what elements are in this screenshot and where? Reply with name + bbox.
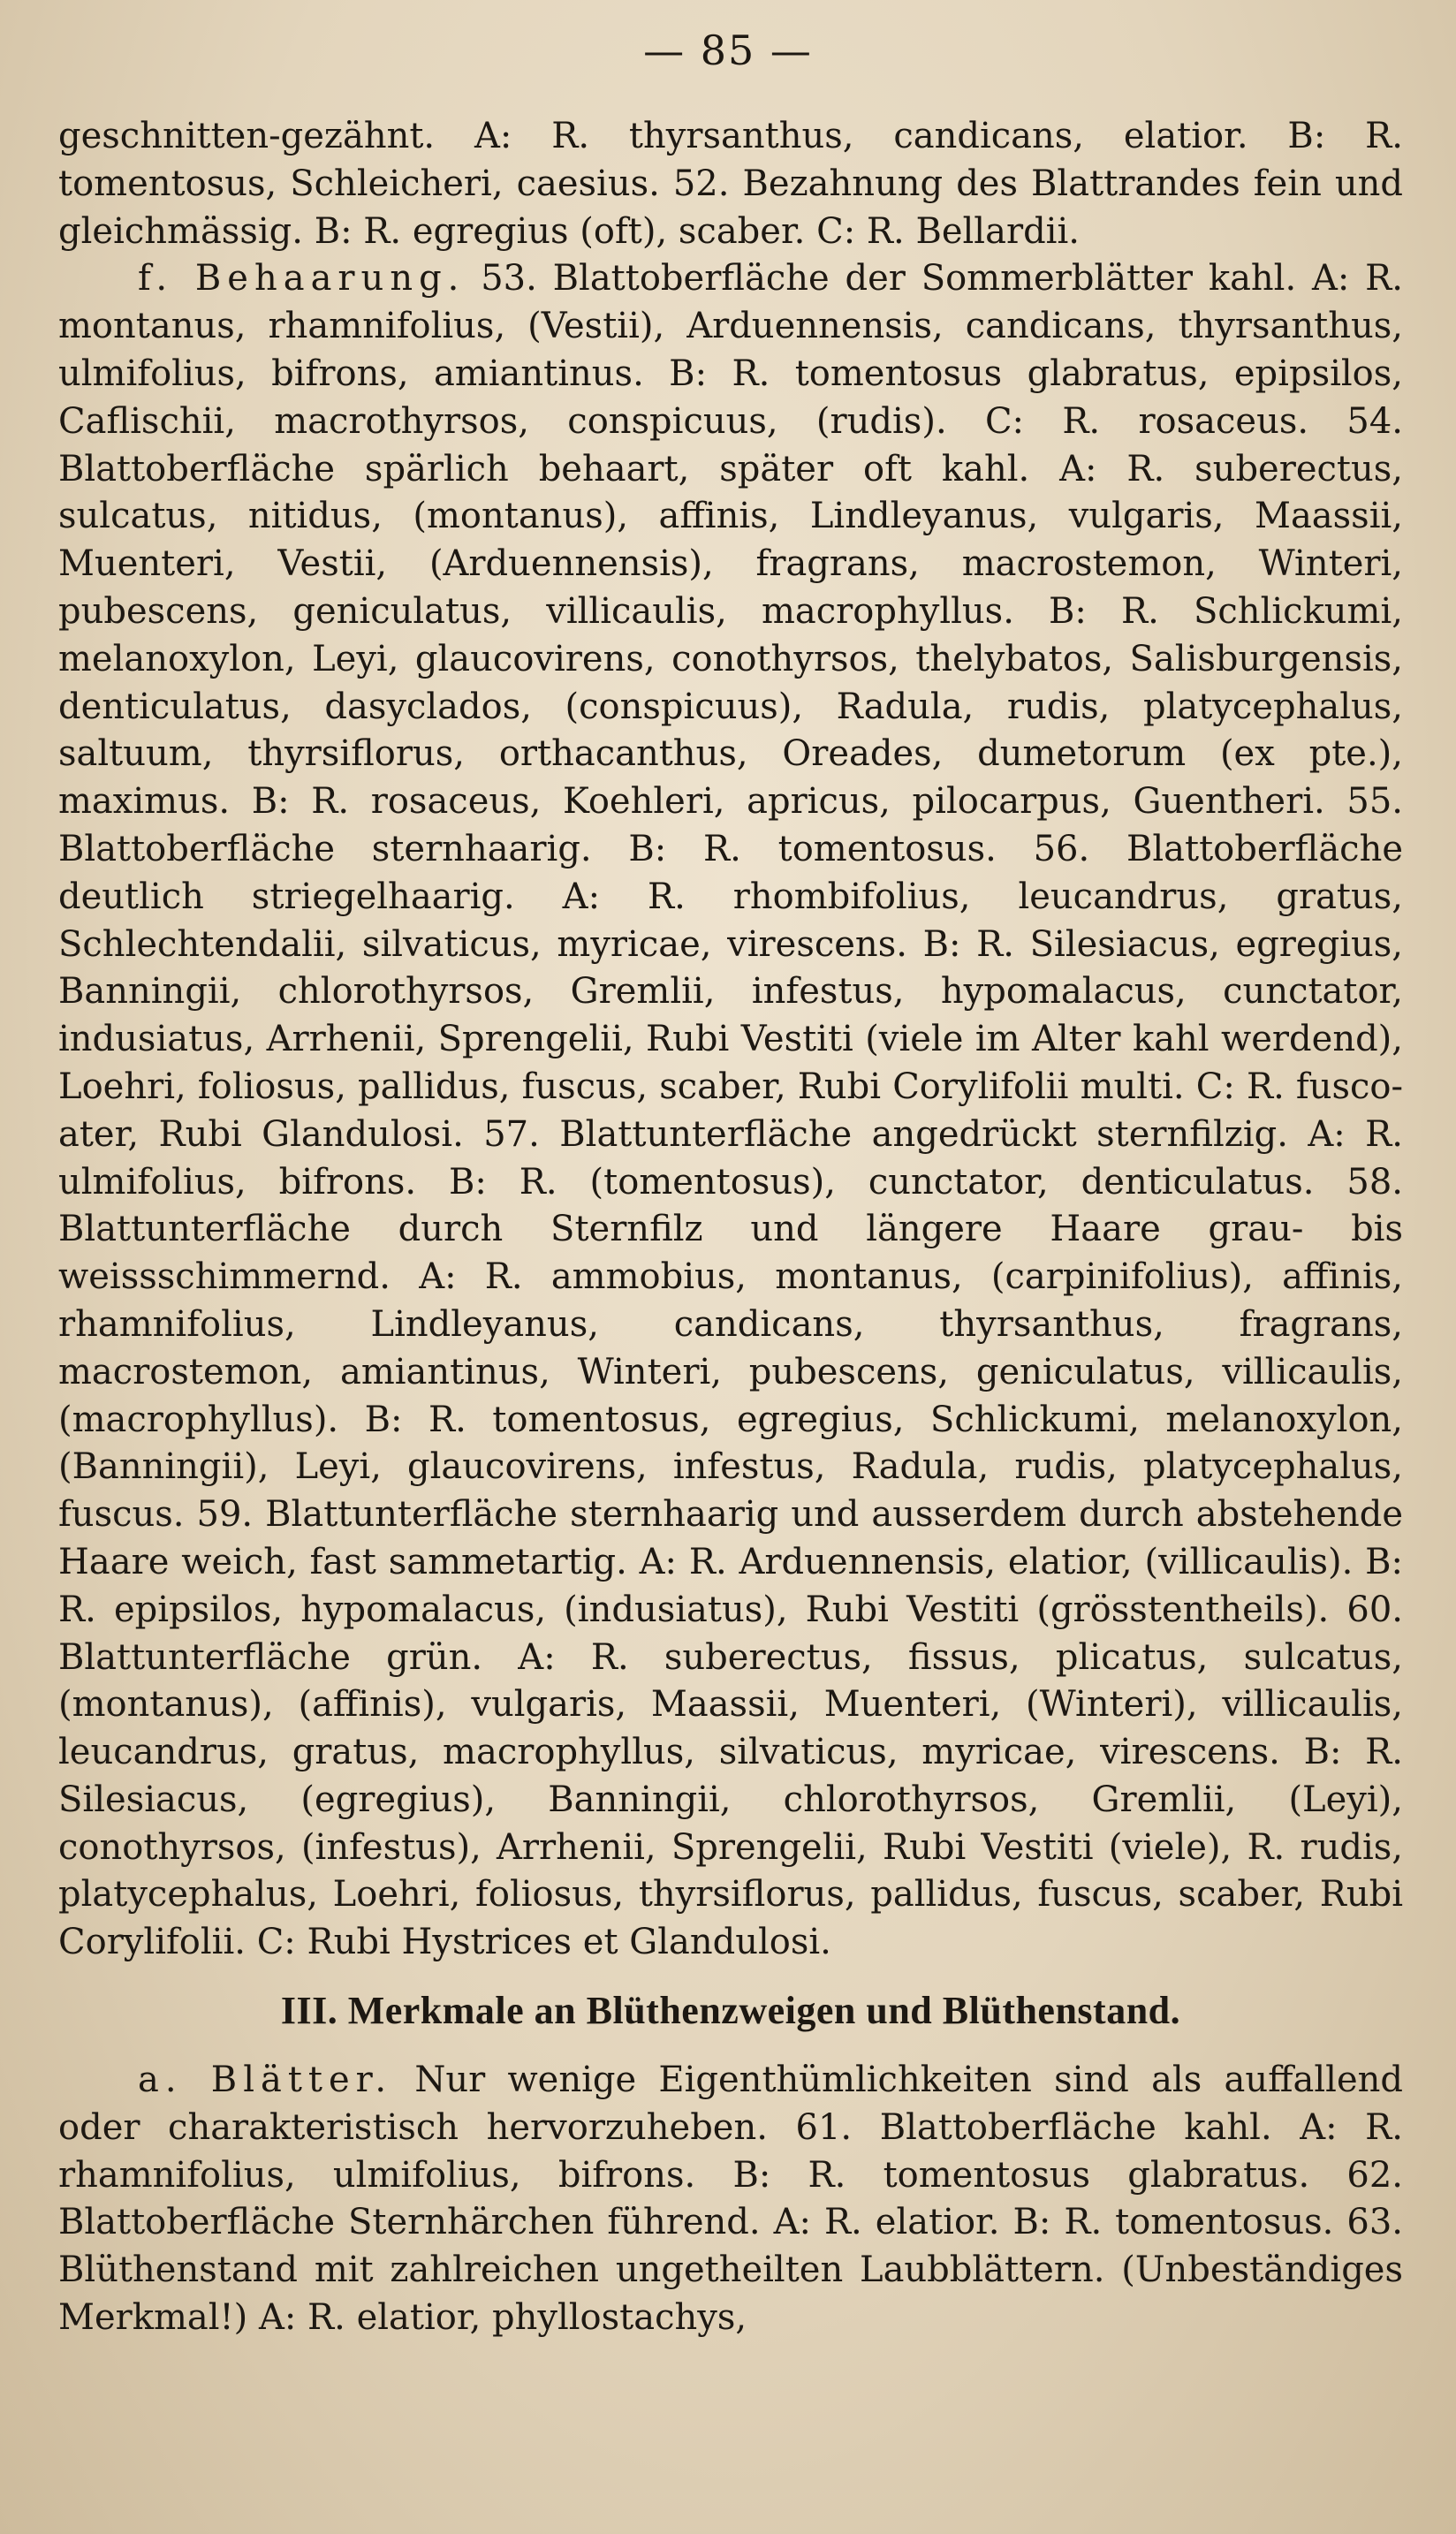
paragraph-behaarung	[58, 255, 1403, 1967]
paragraph-behaarung-text: 53. Blattoberfläche der Sommerblätter kahl. A: R. montanus, rhamnifolius, (Vestii), Arduennensis, candicans, thyrsanthus, ulmifolius, bifrons, amiantinus. B: R. tomentosus glabratus, epipsilos, Caflischii, macrothyrsos, conspicuus, (rudis). C: R. rosaceus. 54. Blattoberfläche spärlich behaart, später oft kahl. A: R. suberectus, sulcatus, nitidus, (montanus), affinis, Lindleyanus, vulgaris, Maassii, Muenteri, Vestii, (Arduennensis), fragrans, macrostemon, Winteri, pubescens, geniculatus, villicaulis, macrophyllus. B: R. Schlickumi, melanoxylon, Leyi, glaucovirens, conothyrsos, thelybatos, Salisburgensis, denticulatus, dasyclados, (conspicuus), Radula, rudis, platycephalus, saltuum, thyrsiflorus, orthacanthus, Oreades, dumetorum (ex pte.), maximus. B: R. rosaceus, Koehleri, apricus, pilocarpus, Guentheri. 55. Blattoberfläche sternhaarig. B: R. tomentosus. 56. Blattoberfläche deutlich striegelhaarig. A: R. rhombifolius, leucandrus, gratus, Schlechtendalii, silvaticus, myricae, virescens. B: R. Silesiacus, egregius, Banningii, chlorothyrsos, Gremlii, infestus, hypomalacus, cunctator, indusiatus, Arrhenii, Sprengelii, Rubi Vestiti (viele im Alter kahl werdend), Loehri, foliosus, pallidus, fuscus, scaber, Rubi Corylifolii multi. C: R. fusco-ater, Rubi Glandulosi. 57. Blattunterfläche angedrückt sternfilzig. A: R. ulmifolius, bifrons. B: R. (tomentosus), cunctator, denticulatus. 58. Blattunterfläche durch Sternfilz und längere Haare grau- bis weissschimmernd. A: R. ammobius, montanus, (carpinifolius), affinis, rhamnifolius, Lindleyanus, candicans, thyrsanthus, fragrans, macrostemon, amiantinus, Winteri, pubescens, geniculatus, villicaulis, (macrophyllus). B: R. tomentosus, egregius, Schlickumi, melanoxylon, (Banningii), Leyi, glaucovirens, infestus, Radula, rudis, platycephalus, fuscus. 59. Blattunterfläche sternhaarig und ausserdem durch abstehende Haare weich, fast sammetartig. A: R. Arduennensis, elatior, (villicaulis). B: R. epipsilos, hypomalacus, (indusiatus), Rubi Vestiti (grösstentheils). 60. Blattunterfläche grün. A: R. suberectus, fissus, plicatus, sulcatus, (montanus), (affinis), vulgaris, Maassii, Muenteri, (Winteri), villicaulis, leucandrus, gratus, macrophyllus, silvaticus, myricae, virescens. B: R. Silesiacus, (egregius), Banningii, chlorothyrsos, Gremlii, (Leyi), conothyrsos, (infestus), Arrhenii, Sprengelii, Rubi Vestiti (viele), R. rudis, platycephalus, Loehri, foliosus, thyrsiflorus, pallidus, fuscus, scaber, Rubi Corylifolii. C: Rubi Hystrices et Glandulosi.	[58, 258, 1404, 1963]
section-label-blaetter: a. Blätter.	[138, 2060, 393, 2101]
paragraph-blaetter	[58, 2057, 1403, 2342]
section-heading: III. Merkmale an Blüthenzweigen und Blüthenstand.	[280, 1989, 1181, 2033]
paragraph-blaetter-text: Nur wenige Eigenthümlichkeiten sind als auffallend oder charakteristisch hervorzuheben. 61. Blattoberfläche kahl. A: R. rhamnifolius, ulmifolius, bifrons. B: R. tomentosus glabratus. 62. Blattoberfläche Sternhärchen führend. A: R. elatior. B: R. tomentosus. 63. Blüthenstand mit zahlreichen ungetheilten Laubblättern. (Unbeständiges Merkmal!) A: R. elatior, phyllostachys,	[58, 2060, 1403, 2339]
page-number: — 85 —	[643, 27, 813, 74]
paragraph-leaf-margin: geschnitten-gezähnt. A: R. thyrsanthus, candicans, elatior. B: R. tomentosus, Schleicheri, caesius. 52. Bezahnung des Blattrandes fein und gleichmässig. B: R. egregius (oft), scaber. C: R. Bellardii.	[58, 116, 1403, 252]
section-label-behaarung: f. Behaarung.	[138, 258, 466, 300]
page-body	[58, 113, 1403, 2342]
